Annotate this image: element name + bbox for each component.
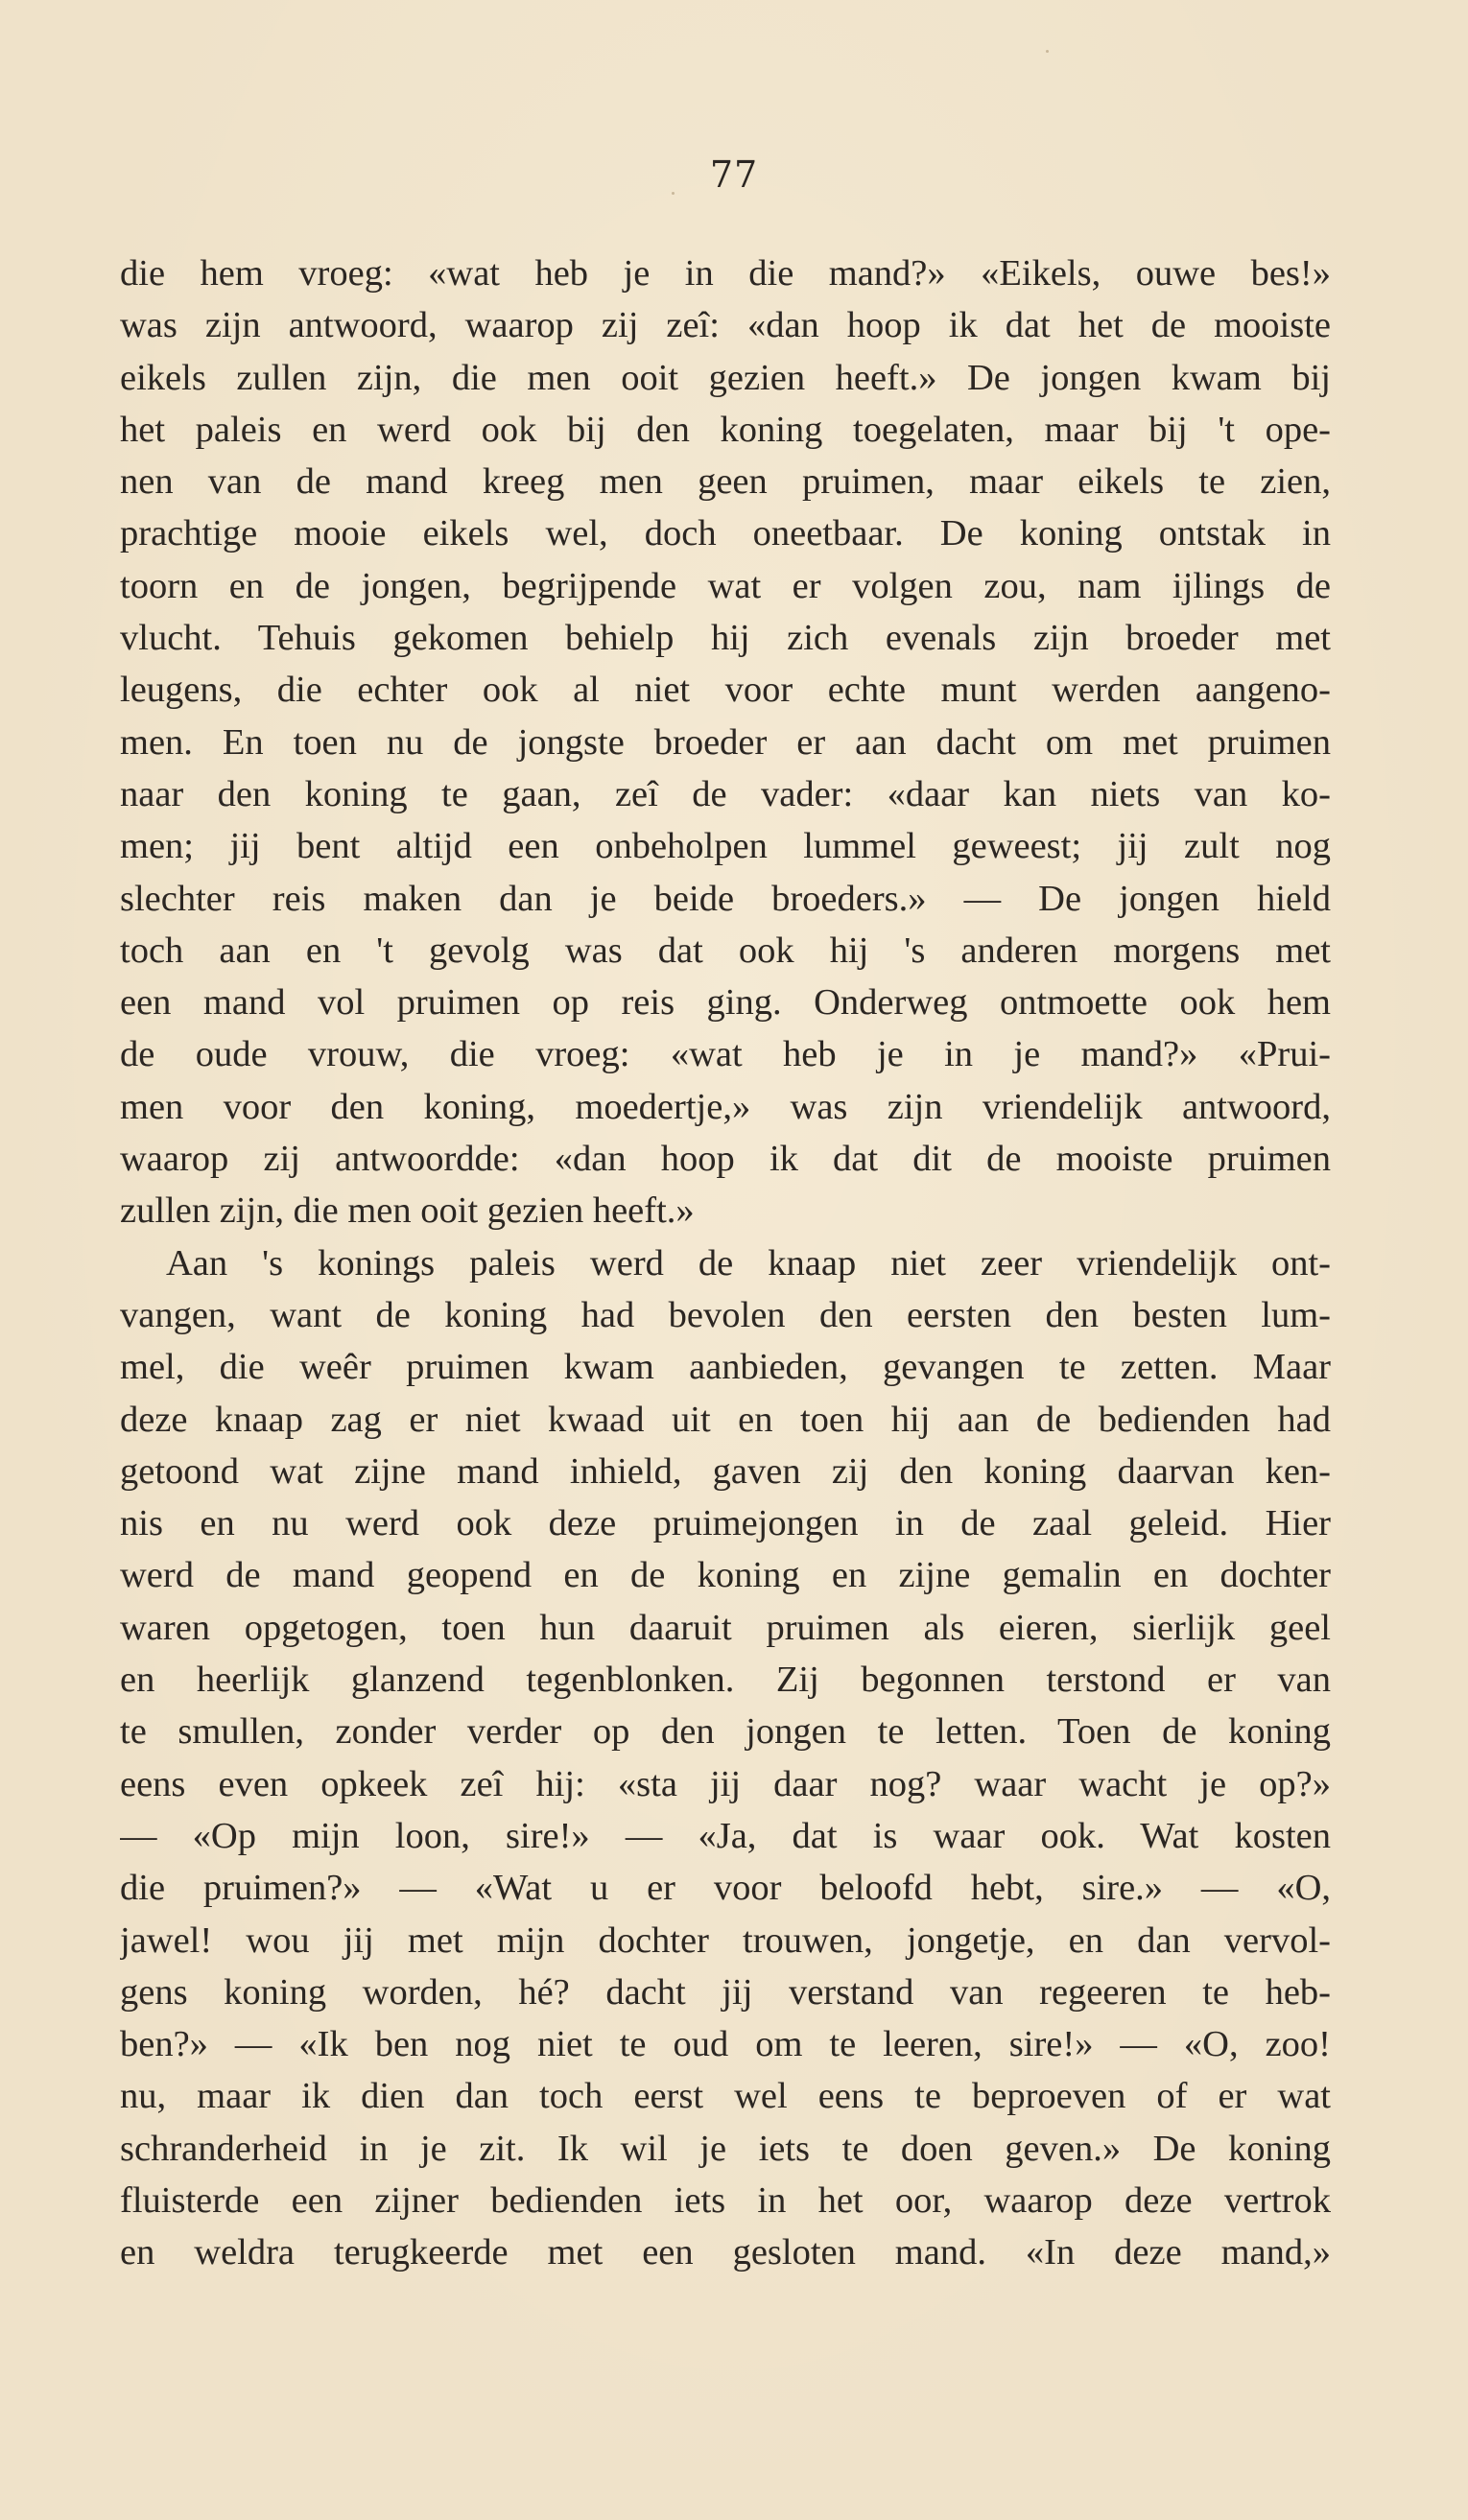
text-line: die hem vroeg: «wat heb je in die mand?» «Eikels, ouwe bes!» bbox=[120, 253, 1331, 294]
text-line: toorn en de jongen, begrijpende wat er volgen zou, nam ijlings de bbox=[120, 565, 1331, 606]
page-number: 77 bbox=[709, 153, 759, 196]
text-line: vangen, want de koning had bevolen den eersten den besten lum- bbox=[120, 1294, 1331, 1335]
text-line: ben?» — «Ik ben nog niet te oud om te leeren, sire!» — «O, zoo! bbox=[120, 2024, 1331, 2065]
text-line: men; jij bent altijd een onbeholpen lummel geweest; jij zult nog bbox=[120, 826, 1331, 867]
text-line: het paleis en werd ook bij den koning toegelaten, maar bij 't ope- bbox=[120, 409, 1331, 450]
text-line: die pruimen?» — «Wat u er voor beloofd hebt, sire.» — «O, bbox=[120, 1868, 1331, 1909]
text-line: jawel! wou jij met mijn dochter trouwen, jongetje, en dan vervol- bbox=[120, 1919, 1331, 1961]
text-line: nen van de mand kreeg men geen pruimen, maar eikels te zien, bbox=[120, 461, 1331, 503]
text-line: nis en nu werd ook deze pruimejongen in de zaal geleid. Hier bbox=[120, 1503, 1331, 1544]
text-line: en heerlijk glanzend tegenblonken. Zij begonnen terstond er van bbox=[120, 1660, 1331, 1701]
text-line: mel, die weêr pruimen kwam aanbieden, gevangen te zetten. Maar bbox=[120, 1347, 1331, 1388]
text-line: eikels zullen zijn, die men ooit gezien heeft.» De jongen kwam bij bbox=[120, 357, 1331, 398]
text-line: gens koning worden, hé? dacht jij verstand van regeeren te heb- bbox=[120, 1971, 1331, 2013]
text-line: deze knaap zag er niet kwaad uit en toen hij aan de bedienden had bbox=[120, 1399, 1331, 1440]
text-line: waren opgetogen, toen hun daaruit pruimen als eieren, sierlijk geel bbox=[120, 1607, 1331, 1648]
body-text bbox=[120, 247, 1331, 2279]
text-line: een mand vol pruimen op reis ging. Onderweg ontmoette ook hem bbox=[120, 982, 1331, 1024]
text-line: men. En toen nu de jongste broeder er aan dacht om met pruimen bbox=[120, 721, 1331, 763]
text-line: getoond wat zijne mand inhield, gaven zij den koning daarvan ken- bbox=[120, 1450, 1331, 1492]
text-line: naar den koning te gaan, zeî de vader: «daar kan niets van ko- bbox=[120, 773, 1331, 814]
paragraph-start-line: Aan 's konings paleis werd de knaap niet zeer vriendelijk ont- bbox=[166, 1242, 1331, 1284]
text-line: slechter reis maken dan je beide broeders.» — De jongen hield bbox=[120, 878, 1331, 919]
text-line: was zijn antwoord, waarop zij zeî: «dan hoop ik dat het de mooiste bbox=[120, 305, 1331, 346]
text-line: prachtige mooie eikels wel, doch oneetbaar. De koning ontstak in bbox=[120, 513, 1331, 554]
text-line: fluisterde een zijner bedienden iets in het oor, waarop deze vertrok bbox=[120, 2179, 1331, 2221]
text-line: eens even opkeek zeî hij: «sta jij daar nog? waar wacht je op?» bbox=[120, 1763, 1331, 1804]
text-line: de oude vrouw, die vroeg: «wat heb je in je mand?» «Prui- bbox=[120, 1034, 1331, 1075]
text-line: nu, maar ik dien dan toch eerst wel eens te beproeven of er wat bbox=[120, 2076, 1331, 2117]
text-line: en weldra terugkeerde met een gesloten mand. «In deze mand,» bbox=[120, 2232, 1331, 2273]
text-line: waarop zij antwoordde: «dan hoop ik dat dit de mooiste pruimen bbox=[120, 1139, 1331, 1180]
text-line: werd de mand geopend en de koning en zijne gemalin en dochter bbox=[120, 1555, 1331, 1596]
text-line: vlucht. Tehuis gekomen behielp hij zich evenals zijn broeder met bbox=[120, 618, 1331, 659]
paragraph-end-line: zullen zijn, die men ooit gezien heeft.» bbox=[120, 1190, 695, 1232]
paper-speck bbox=[1046, 50, 1049, 53]
text-line: — «Op mijn loon, sire!» — «Ja, dat is waar ook. Wat kosten bbox=[120, 1815, 1331, 1856]
text-line: toch aan en 't gevolg was dat ook hij 's anderen morgens met bbox=[120, 930, 1331, 971]
text-line: te smullen, zonder verder op den jongen te letten. Toen de koning bbox=[120, 1711, 1331, 1753]
text-line: schranderheid in je zit. Ik wil je iets te doen geven.» De koning bbox=[120, 2128, 1331, 2169]
text-line: leugens, die echter ook al niet voor echte munt werden aangeno- bbox=[120, 670, 1331, 711]
text-line: men voor den koning, moedertje,» was zijn vriendelijk antwoord, bbox=[120, 1086, 1331, 1127]
